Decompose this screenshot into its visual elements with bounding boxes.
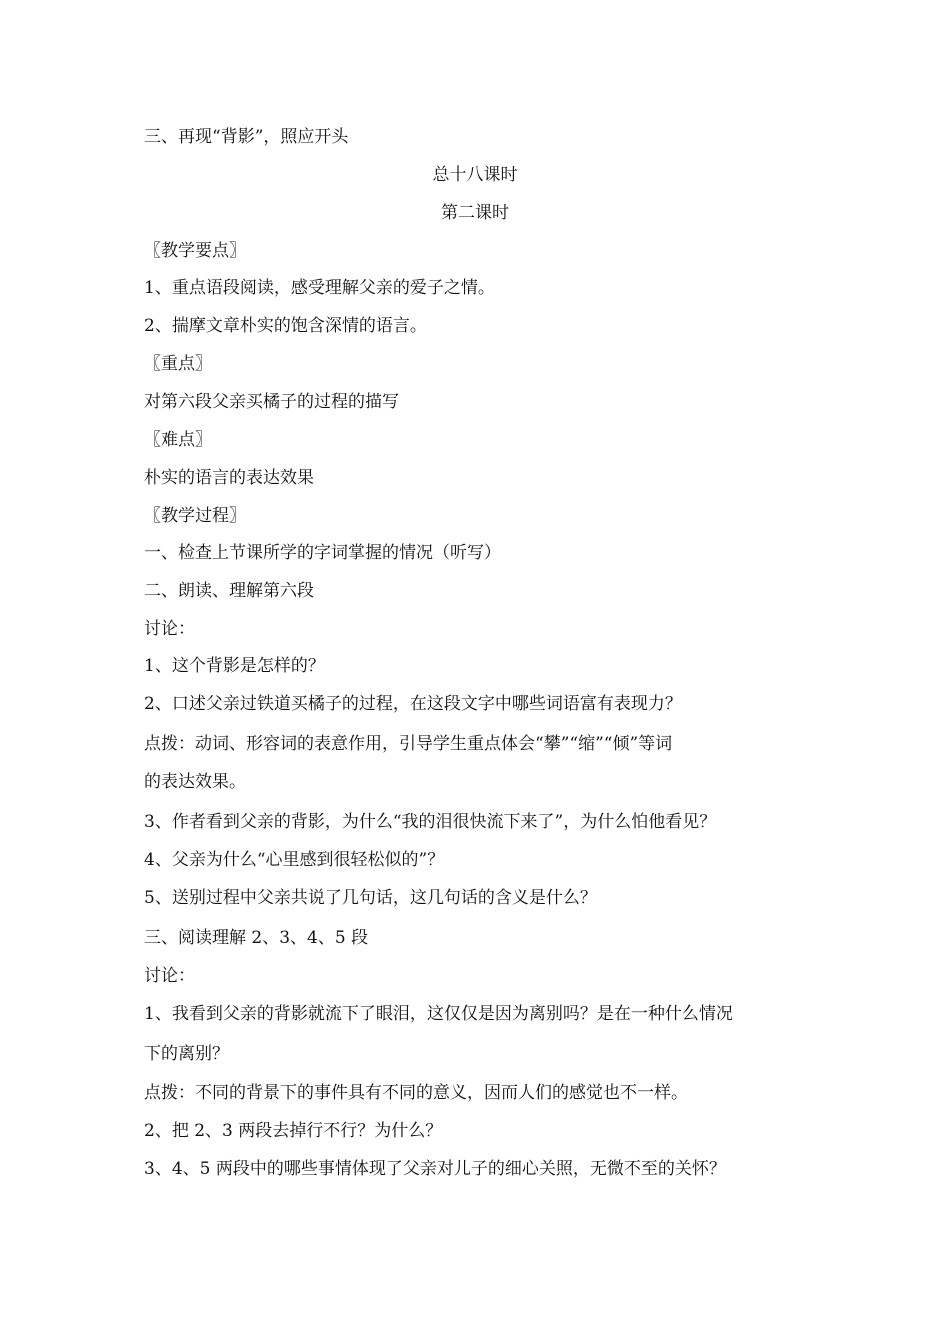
discussion-label-2: 讨论： [144, 966, 195, 986]
difficulty-heading: 〖难点〗 [144, 430, 212, 450]
question-b3: 3、4、5 两段中的哪些事情体现了父亲对儿子的细心关照，无微不至的关怀？ [144, 1159, 726, 1179]
question-5: 5、送别过程中父亲共说了几句话，这几句话的含义是什么？ [144, 888, 597, 908]
question-3: 3、作者看到父亲的背影，为什么“我的泪很快流下来了”，为什么怕他看见？ [144, 812, 717, 832]
hint-b1: 点拨：不同的背景下的事件具有不同的意义，因而人们的感觉也不一样。 [144, 1083, 688, 1103]
question-b1-line-2: 下的离别？ [144, 1044, 229, 1064]
key-point-text: 对第六段父亲买橘子的过程的描写 [144, 392, 399, 412]
hint-line-2: 的表达效果。 [144, 772, 246, 792]
difficulty-text: 朴实的语言的表达效果 [144, 468, 314, 488]
key-point-heading: 〖重点〗 [144, 354, 212, 374]
question-4: 4、父亲为什么“心里感到很轻松似的”？ [144, 850, 445, 870]
teaching-process-heading: 〖教学过程〗 [144, 506, 246, 526]
teaching-point-2: 2、揣摩文章朴实的饱含深情的语言。 [144, 316, 427, 336]
section-heading-3: 三、再现“背影”，照应开头 [144, 127, 349, 147]
process-step-2: 二、朗读、理解第六段 [144, 581, 314, 601]
lesson-title: 第二课时 [441, 203, 509, 223]
process-step-1: 一、检查上节课所学的字词掌握的情况（听写） [144, 543, 501, 563]
question-b1-line-1: 1、我看到父亲的背影就流下了眼泪，这仅仅是因为离别吗？是在一种什么情况 [144, 1004, 733, 1024]
process-step-3: 三、阅读理解 2、3、4、5 段 [144, 928, 369, 948]
question-1: 1、这个背影是怎样的？ [144, 656, 325, 676]
question-b2: 2、把 2、3 两段去掉行不行？为什么？ [144, 1121, 443, 1141]
lesson-total-title: 总十八课时 [432, 165, 518, 185]
question-2: 2、口述父亲过铁道买橘子的过程，在这段文字中哪些词语富有表现力？ [144, 694, 682, 714]
teaching-points-heading: 〖教学要点〗 [144, 241, 246, 261]
teaching-point-1: 1、重点语段阅读，感受理解父亲的爱子之情。 [144, 278, 495, 298]
hint-line-1: 点拨：动词、形容词的表意作用，引导学生重点体会“攀”“缩”“倾”等词 [144, 734, 673, 754]
discussion-label: 讨论： [144, 619, 195, 639]
